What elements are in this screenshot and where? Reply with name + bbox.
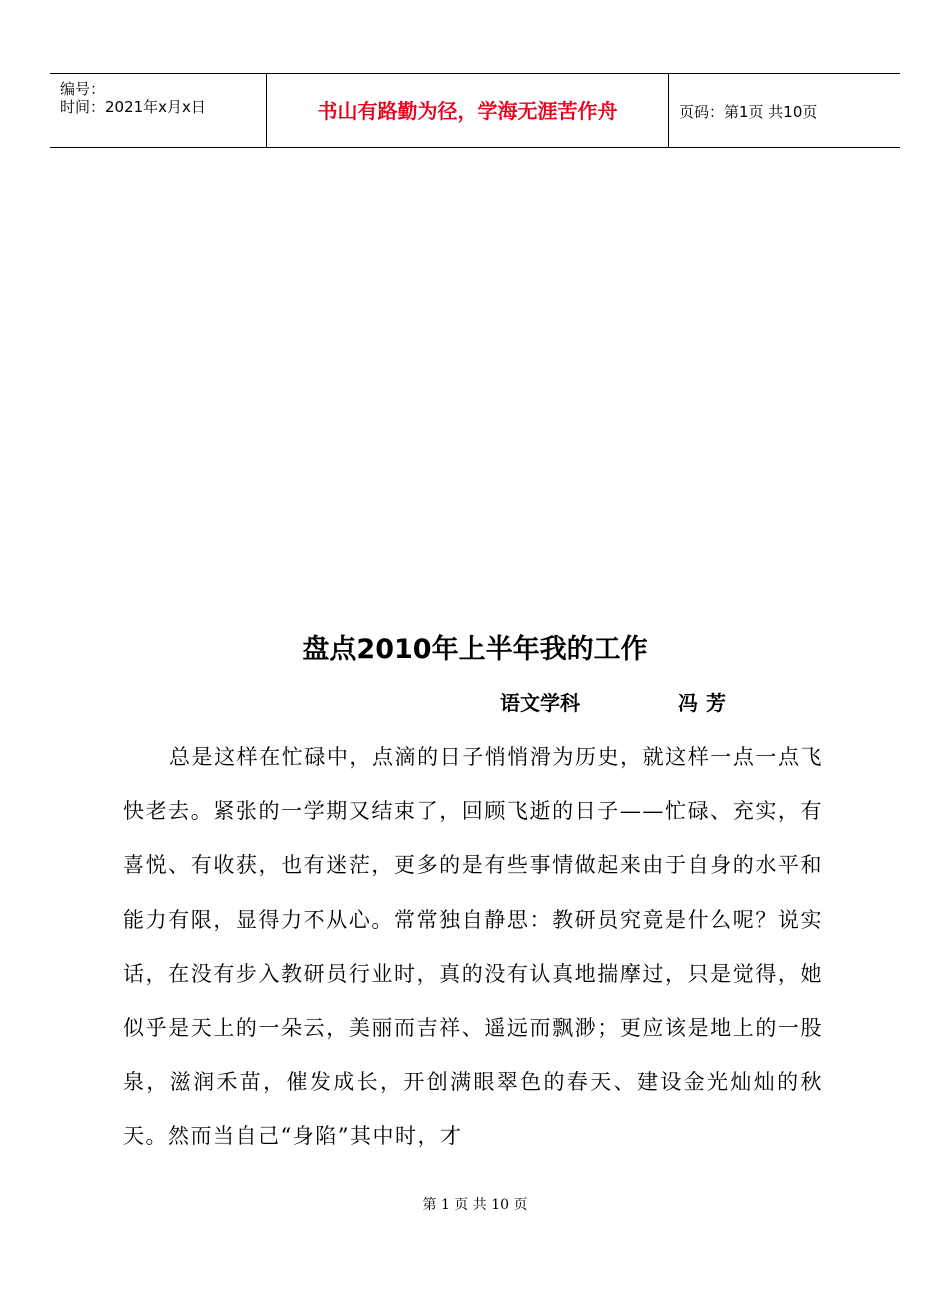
byline [500, 688, 734, 718]
header-info-cell [50, 74, 267, 147]
body-paragraph: 总是这样在忙碌中，点滴的日子悄悄滑为历史，就这样一点一点飞快老去。紧张的一学期又结束了，回顾飞逝的日子——忙碌、充实，有喜悦、有收获，也有迷茫，更多的是有些事情做起来由于自身的水平和能力有限，显得力不从心。常常独自静思：教研员究竟是什么呢？说实话，在没有步入教研员行业时，真的没有认真地揣摩过，只是觉得，她似乎是天上的一朵云，美丽而吉祥、遥远而飘渺；更应该是地上的一股泉，滋润禾苗，催发成长，开创满眼翠色的春天、建设金光灿灿的秋天。然而当自己“身陷”其中时，才 [123, 745, 823, 1149]
page-footer: 第 1 页 共 10 页 [422, 1197, 528, 1213]
serial-label: 编号： [60, 80, 106, 98]
motto-text: 书山有路勤为径，学海无涯苦作舟 [317, 99, 618, 123]
document-header [50, 73, 900, 148]
header-motto-cell [267, 74, 669, 147]
header-page-cell [669, 74, 900, 147]
subject-label: 语文学科 [500, 691, 580, 715]
author-name: 冯芳 [678, 691, 734, 715]
document-title: 盘点2010年上半年我的工作 [302, 634, 648, 665]
page-code: 页码：第1页 共10页 [679, 103, 818, 121]
time-label: 时间：2021年x月x日 [60, 98, 206, 116]
